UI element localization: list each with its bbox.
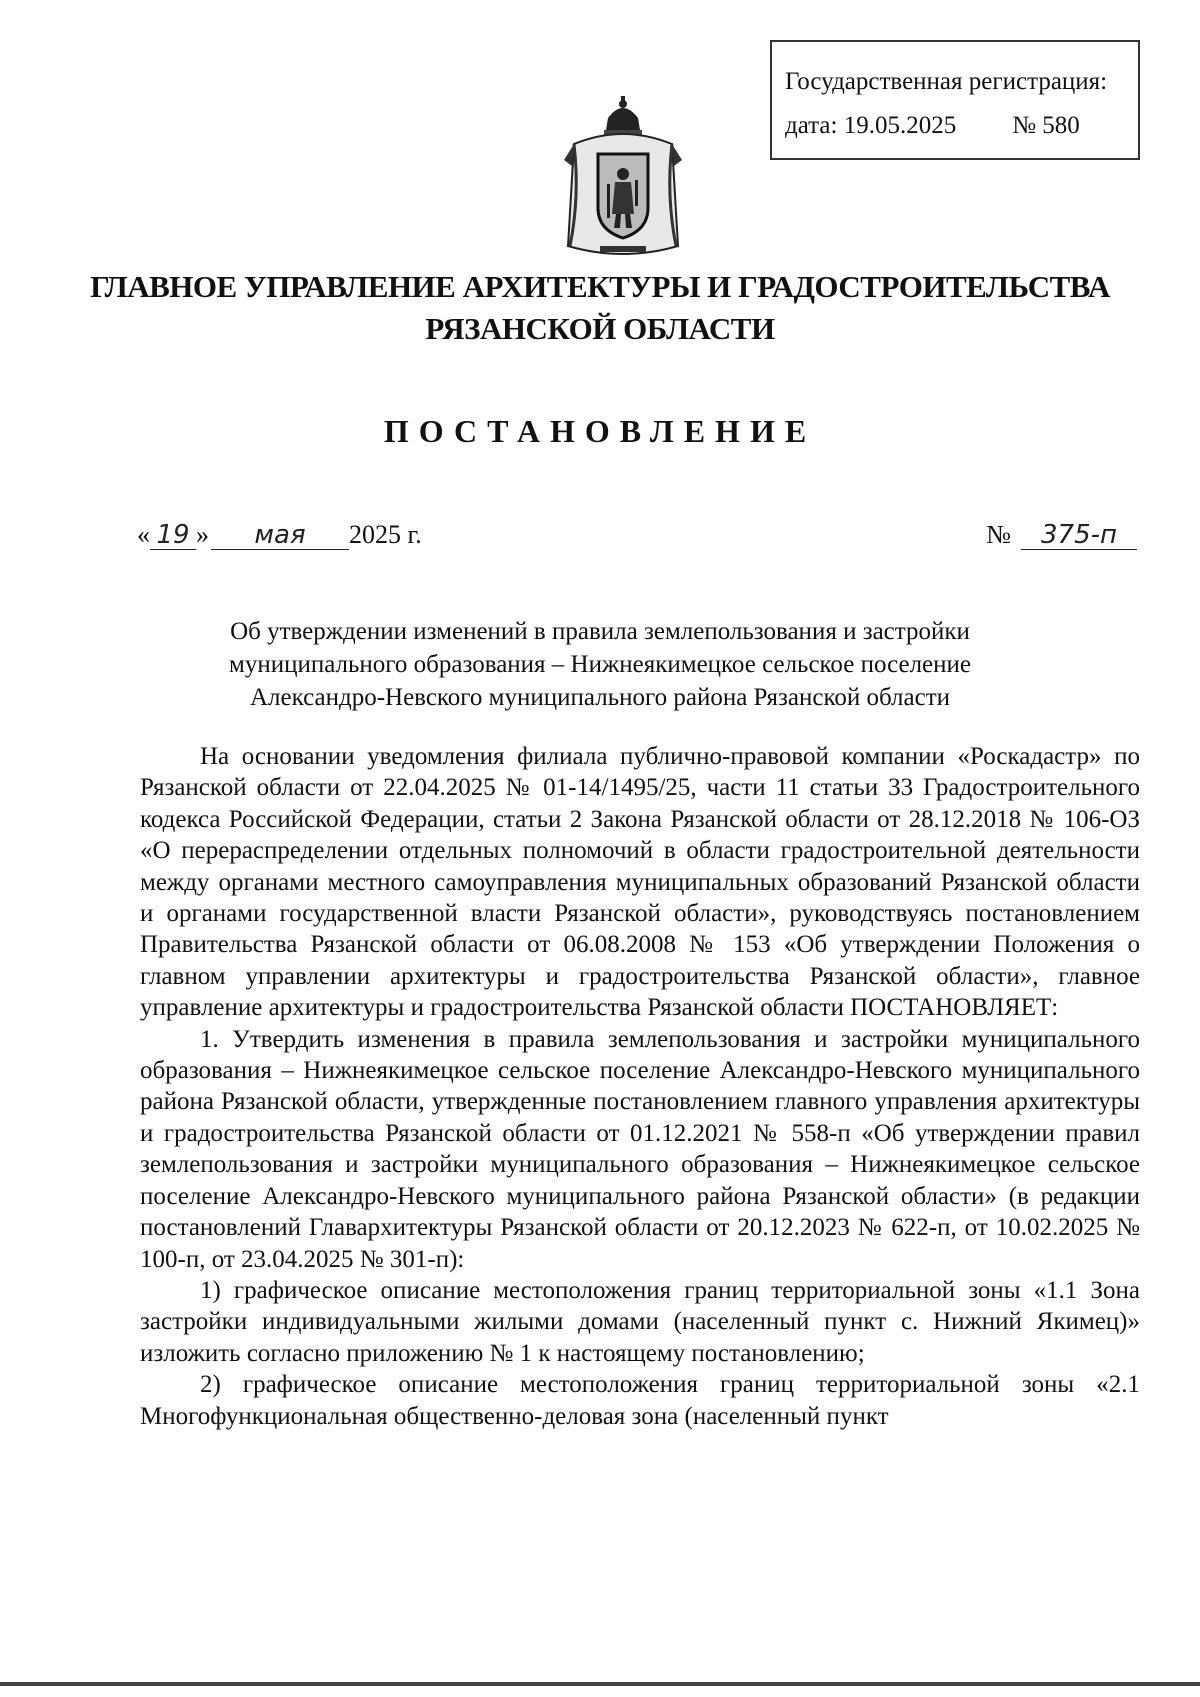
clause-1-paragraph: 1. Утвердить изменения в правила землепользования и застройки муниципального образования – Нижнеякимецкое сельское поселение Александро-Невского муниципального района Рязанской области, утвержденные постановлением главного управления архитектуры и градостроительства Рязанской области от 01.12.2021 № 558-п «Об утверждении правил землепользования и застройки муниципального образования – Нижнеякимецкое сельское поселение Александро-Невского муниципального района Рязанской области» (в редакции постановлений Главархитектуры Рязанской области от 20.12.2023 № 622-п, от 10.02.2025 № 100-п, от 23.04.2025 № 301-п):	[140, 1025, 1140, 1273]
organization-line-1: ГЛАВНОЕ УПРАВЛЕНИЕ АРХИТЕКТУРЫ И ГРАДОСТРОИТЕЛЬСТВА	[90, 269, 1110, 304]
organization-line-2: РЯЗАНСКОЙ ОБЛАСТИ	[425, 311, 775, 346]
document-date	[137, 520, 422, 550]
date-close-quote: »	[196, 520, 209, 549]
registration-number: № 580	[1012, 112, 1080, 139]
date-year: 2025 г.	[349, 520, 422, 549]
date-open-quote: «	[137, 520, 150, 549]
coat-of-arms-emblem	[560, 96, 686, 266]
document-type-title: ПОСТАНОВЛЕНИЕ	[383, 413, 817, 449]
document-number	[986, 520, 1137, 550]
subject-line-3: Александро-Невского муниципального района Рязанской области	[249, 684, 951, 711]
subclause-2-paragraph: 2) графическое описание местоположения границ территориальной зоны «2.1 Многофункциональная общественно-деловая зона (населенный пункт	[140, 1371, 1140, 1430]
preamble-paragraph: На основании уведомления филиала публично-правовой компании «Роскадастр» по Рязанской области от 22.04.2025 № 01-14/1495/25, части 11 статьи 33 Градостроительного кодекса Российской Федерации, статьи 2 Закона Рязанской области от 28.12.2018 № 106-ОЗ «О перераспределении отдельных полномочий в области градостроительной деятельности между органами местного самоуправления муниципальных образований Рязанской области и органами государственной власти Рязанской области», руководствуясь постановлением Правительства Рязанской области от 06.08.2008 № 153 «Об утверждении Положения о главном управлении архитектуры и градостроительства Рязанской области», главное управление архитектуры и градостроительства Рязанской области ПОСТАНОВЛЯЕТ:	[140, 743, 1140, 1022]
registration-details	[785, 104, 1138, 148]
document-body	[140, 741, 1140, 1432]
registration-title: Государственная регистрация:	[785, 68, 1108, 95]
page-bottom-rule	[0, 1682, 1200, 1686]
subclause-1-paragraph: 1) графическое описание местоположения границ территориальной зоны «1.1 Зона застройки индивидуальными жилыми домами (населенный пункт с. Нижний Якимец)» изложить согласно приложению № 1 к настоящему постановлению;	[140, 1276, 1140, 1367]
organization-name	[0, 266, 1200, 350]
handwritten-number: 375-п	[1021, 521, 1137, 550]
document-subject	[0, 615, 1200, 714]
handwritten-month: мая	[211, 521, 349, 550]
registration-stamp	[770, 40, 1140, 160]
date-number-line	[137, 512, 1137, 562]
handwritten-day: 19	[150, 521, 196, 550]
subject-line-2: муниципального образования – Нижнеякимецкое сельское поселение	[229, 651, 971, 678]
subject-line-1: Об утверждении изменений в правила землепользования и застройки	[230, 618, 970, 645]
number-label: №	[986, 520, 1011, 549]
registration-date: дата: 19.05.2025	[785, 112, 957, 139]
